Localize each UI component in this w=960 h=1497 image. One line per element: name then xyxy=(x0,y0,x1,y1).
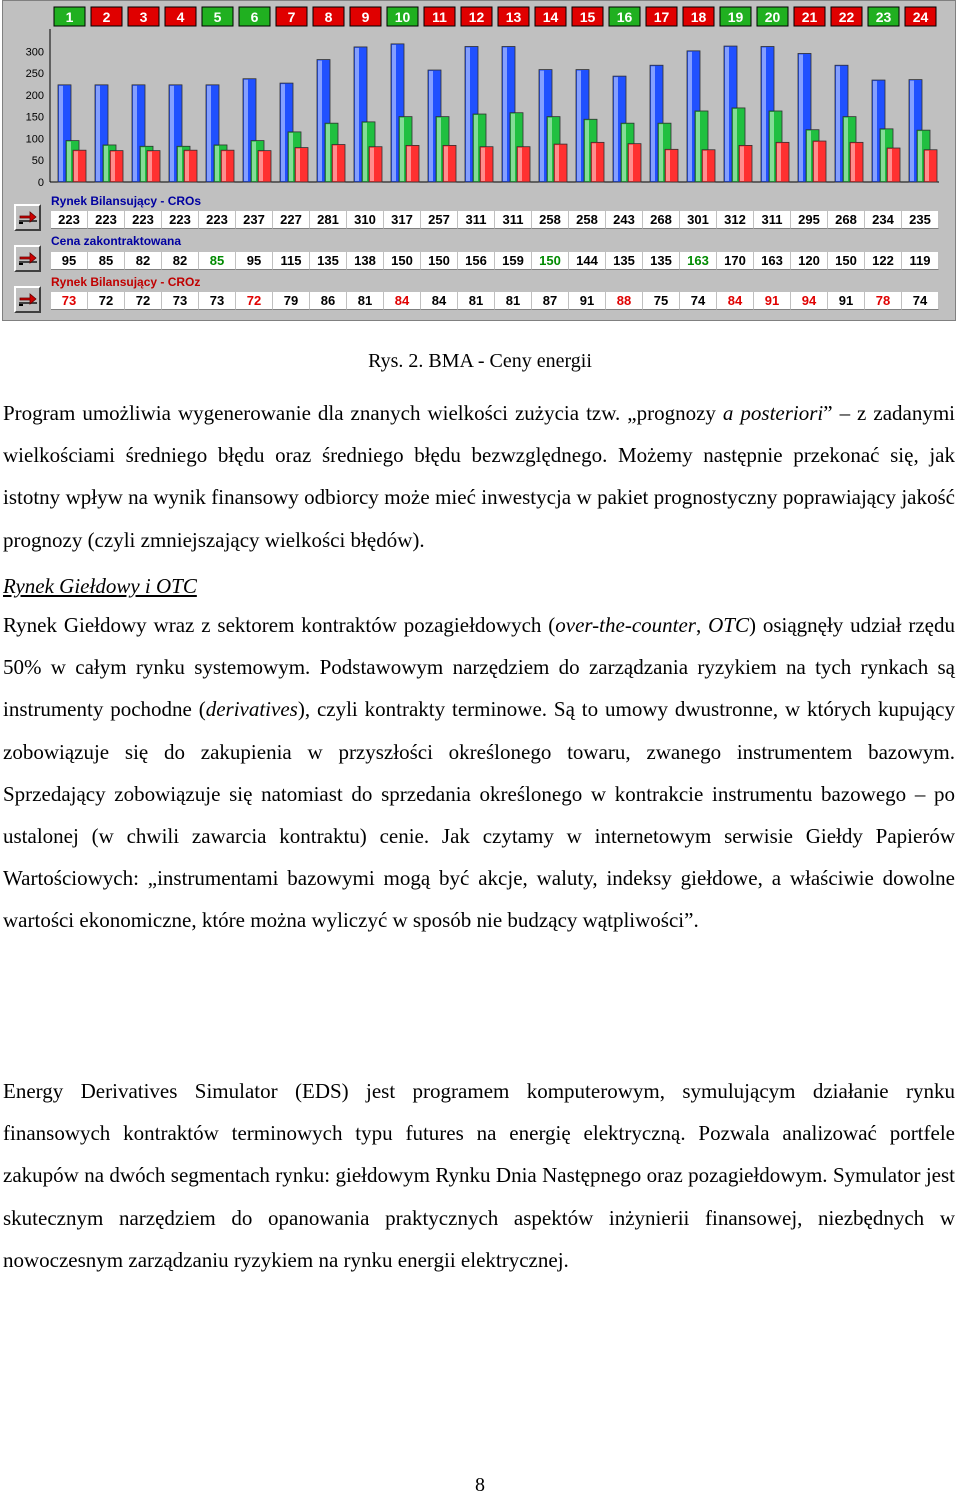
table-label-contracted: Cena zakontraktowana xyxy=(51,234,182,248)
table-cell: 73 xyxy=(51,292,88,310)
table-cell: 257 xyxy=(421,211,458,229)
bar-highlight xyxy=(222,151,226,181)
table-row-croz xyxy=(51,292,939,310)
table-cell: 91 xyxy=(754,292,791,310)
bar-highlight xyxy=(799,54,803,181)
y-tick-label: 300 xyxy=(25,46,44,59)
bar-highlight xyxy=(696,112,700,181)
hour-header-label: 16 xyxy=(616,9,633,25)
bar-highlight xyxy=(777,143,781,181)
hour-header-label: 21 xyxy=(801,9,818,25)
table-cell: 235 xyxy=(902,211,939,229)
hour-header-label: 10 xyxy=(394,9,411,25)
bar-highlight xyxy=(844,118,848,181)
table-cell: 138 xyxy=(347,252,384,270)
hour-header-label: 9 xyxy=(361,9,370,25)
hour-header-label: 20 xyxy=(764,9,781,25)
table-cell: 72 xyxy=(88,292,125,310)
table-cell: 84 xyxy=(717,292,754,310)
table-cell: 135 xyxy=(643,252,680,270)
bar-highlight xyxy=(437,118,441,181)
table-cell: 122 xyxy=(865,252,902,270)
table-cell: 163 xyxy=(754,252,791,270)
hour-header-label: 3 xyxy=(139,9,148,25)
bar-highlight xyxy=(474,115,478,181)
table-cell: 81 xyxy=(458,292,495,310)
table-cell: 311 xyxy=(754,211,791,229)
bar-highlight xyxy=(511,114,515,181)
bar-highlight xyxy=(548,118,552,181)
row-2-button[interactable] xyxy=(14,286,41,313)
bar-highlight xyxy=(207,86,211,181)
table-cell: 95 xyxy=(51,252,88,270)
bar-highlight xyxy=(370,148,374,181)
bar-highlight xyxy=(74,151,78,181)
table-cell: 82 xyxy=(162,252,199,270)
table-cell: 150 xyxy=(828,252,865,270)
bar-highlight xyxy=(770,112,774,181)
table-cell: 223 xyxy=(51,211,88,229)
bar-highlight xyxy=(666,150,670,181)
bar-highlight xyxy=(622,124,626,181)
bar-highlight xyxy=(259,152,263,181)
bar-highlight xyxy=(888,149,892,181)
arrow-right-icon xyxy=(18,210,38,226)
row-1-button[interactable] xyxy=(14,245,41,272)
bar-highlight xyxy=(185,151,189,181)
paragraph-2: Rynek Giełdowy wraz z sektorem kontraktów pozagiełdowych (over-the-counter, OTC) osiągnęły udział rzędu 50% w całym rynku systemowym. Podstawowym narzędziem do zarządzania ryzykiem na tych rynkach są instrumenty pochodne (derivatives), czyli kontrakty terminowe. Są to umowy dwustronne, w których kupujący zobowiązuje się do zakupienia w przyszłości określonego towaru, zwanego instrumentem bazowym. Sprzedający zobowiązuje się natomiast do sprzedania określonego w kontrakcie instrumentu bazowego – po ustalonej (w chwili zawarcia kontraktu) cenie. Jak czytamy w internetowym serwisie Giełdy Papierów Wartościowych: „instrumentami bazowymi mogą być akcje, waluty, indeksy giełdowe, a właściwie dowolne wartości ekonomiczne, które można wyliczyć w sposób nie budzący wątpliwości”. xyxy=(3,613,955,933)
hour-header-label: 15 xyxy=(579,9,596,25)
hour-header-label: 17 xyxy=(653,9,670,25)
table-cell: 91 xyxy=(569,292,606,310)
table-cell: 170 xyxy=(717,252,754,270)
hour-header-label: 14 xyxy=(542,9,559,25)
price-bar-chart xyxy=(3,1,955,191)
bar-highlight xyxy=(407,146,411,181)
bar-highlight xyxy=(444,146,448,181)
table-cell: 120 xyxy=(791,252,828,270)
hour-header-label: 22 xyxy=(838,9,855,25)
table-cell: 234 xyxy=(865,211,902,229)
bar-highlight xyxy=(133,86,137,181)
table-cell: 223 xyxy=(162,211,199,229)
table-cell: 82 xyxy=(125,252,162,270)
hour-header-label: 2 xyxy=(102,9,111,25)
bar-highlight xyxy=(814,142,818,181)
bar-highlight xyxy=(555,145,559,181)
figure-caption: Rys. 2. BMA - Ceny energii xyxy=(368,350,592,372)
table-cell: 223 xyxy=(199,211,236,229)
table-row-cros xyxy=(51,211,939,229)
table-cell: 243 xyxy=(606,211,643,229)
y-tick-label: 50 xyxy=(31,155,44,168)
bar-highlight xyxy=(141,147,145,181)
hour-header-label: 7 xyxy=(287,9,296,25)
bar-highlight xyxy=(104,146,108,181)
bar-highlight xyxy=(873,81,877,181)
table-cell: 119 xyxy=(902,252,939,270)
table-cell: 223 xyxy=(125,211,162,229)
y-tick-label: 100 xyxy=(25,133,44,146)
table-cell: 281 xyxy=(310,211,347,229)
bar-highlight xyxy=(59,86,63,181)
table-cell: 87 xyxy=(532,292,569,310)
table-cell: 79 xyxy=(273,292,310,310)
table-cell: 227 xyxy=(273,211,310,229)
table-cell: 88 xyxy=(606,292,643,310)
bar-highlight xyxy=(585,120,589,181)
table-cell: 72 xyxy=(125,292,162,310)
energy-price-window xyxy=(2,0,956,321)
table-cell: 317 xyxy=(384,211,421,229)
y-tick-label: 0 xyxy=(37,177,44,189)
bar-highlight xyxy=(725,47,729,181)
table-cell: 295 xyxy=(791,211,828,229)
table-cell: 84 xyxy=(384,292,421,310)
bar-highlight xyxy=(629,145,633,181)
hour-header-label: 12 xyxy=(468,9,485,25)
bar-highlight xyxy=(281,84,285,181)
bar-highlight xyxy=(333,146,337,181)
bar-highlight xyxy=(762,47,766,181)
table-cell: 135 xyxy=(310,252,347,270)
arrow-right-icon xyxy=(18,251,38,267)
table-cell: 268 xyxy=(828,211,865,229)
table-cell: 310 xyxy=(347,211,384,229)
bar-highlight xyxy=(703,151,707,181)
table-cell: 94 xyxy=(791,292,828,310)
bar-highlight xyxy=(740,146,744,181)
paragraph-1: Program umożliwia wygenerowanie dla znanych wielkości zużycia tzw. „prognozy a posteriori” – z zadanymi wielkościami średniego błędu oraz średniego błędu bezwzględnego. Możemy następnie przekonać się, jak istotny wpływ na wynik finansowy odbiorcy może mieć inwestycja w pakiet prognostyczny poprawiający jakość prognozy (czyli zmniejszający wielkości błędów). xyxy=(3,401,956,552)
table-cell: 144 xyxy=(569,252,606,270)
bar-highlight xyxy=(178,147,182,181)
table-cell: 223 xyxy=(88,211,125,229)
y-tick-label: 150 xyxy=(25,111,44,124)
hour-header-label: 6 xyxy=(250,9,259,25)
bar-highlight xyxy=(851,143,855,181)
hour-header-label: 24 xyxy=(912,9,929,25)
bar-highlight xyxy=(111,152,115,181)
bar-highlight xyxy=(244,80,248,181)
table-cell: 84 xyxy=(421,292,458,310)
hour-header-label: 23 xyxy=(875,9,892,25)
bar-highlight xyxy=(503,47,507,181)
hour-header-label: 4 xyxy=(176,9,185,25)
table-cell: 74 xyxy=(902,292,939,310)
bar-highlight xyxy=(466,47,470,181)
bar-highlight xyxy=(659,124,663,181)
bar-highlight xyxy=(148,152,152,181)
bar-highlight xyxy=(67,142,71,181)
hour-header-label: 18 xyxy=(690,9,707,25)
bar-highlight xyxy=(215,146,219,181)
bar-highlight xyxy=(289,133,293,181)
table-cell: 150 xyxy=(532,252,569,270)
bar-highlight xyxy=(429,71,433,181)
table-cell: 301 xyxy=(680,211,717,229)
bar-highlight xyxy=(881,130,885,181)
page-number: 8 xyxy=(475,1474,485,1496)
hour-header-label: 13 xyxy=(505,9,522,25)
table-cell: 258 xyxy=(569,211,606,229)
bar-highlight xyxy=(540,71,544,181)
table-cell: 81 xyxy=(347,292,384,310)
table-cell: 73 xyxy=(162,292,199,310)
bar-highlight xyxy=(836,66,840,181)
bar-highlight xyxy=(96,86,100,181)
bar-highlight xyxy=(733,109,737,181)
bar-highlight xyxy=(296,149,300,181)
row-0-button[interactable] xyxy=(14,204,41,231)
bar-highlight xyxy=(481,148,485,181)
table-label-croz: Rynek Bilansujący - CROz xyxy=(51,275,201,289)
hour-header-label: 8 xyxy=(324,9,333,25)
y-tick-label: 200 xyxy=(25,89,44,102)
table-cell: 85 xyxy=(88,252,125,270)
table-cell: 258 xyxy=(532,211,569,229)
table-cell: 78 xyxy=(865,292,902,310)
bar-highlight xyxy=(688,52,692,181)
bar-highlight xyxy=(400,118,404,181)
table-cell: 237 xyxy=(236,211,273,229)
table-cell: 85 xyxy=(199,252,236,270)
table-row-contracted xyxy=(51,252,939,270)
table-cell: 163 xyxy=(680,252,717,270)
bar-highlight xyxy=(577,71,581,181)
table-cell: 91 xyxy=(828,292,865,310)
table-label-cros: Rynek Bilansujący - CROs xyxy=(51,194,202,208)
hour-header-label: 19 xyxy=(727,9,744,25)
hour-header-label: 1 xyxy=(65,9,74,25)
bar-highlight xyxy=(807,131,811,181)
arrow-right-icon xyxy=(18,292,38,308)
bar-highlight xyxy=(170,86,174,181)
bar-highlight xyxy=(392,45,396,181)
bar-highlight xyxy=(363,123,367,181)
table-cell: 75 xyxy=(643,292,680,310)
table-cell: 150 xyxy=(384,252,421,270)
bar-highlight xyxy=(518,148,522,181)
bar-highlight xyxy=(318,61,322,181)
table-cell: 81 xyxy=(495,292,532,310)
table-cell: 311 xyxy=(458,211,495,229)
table-cell: 73 xyxy=(199,292,236,310)
table-cell: 159 xyxy=(495,252,532,270)
hour-header-label: 11 xyxy=(432,9,447,25)
hour-header-label: 5 xyxy=(213,9,222,25)
bar-highlight xyxy=(592,143,596,181)
bar-highlight xyxy=(925,151,929,181)
bar-highlight xyxy=(355,48,359,181)
bar-highlight xyxy=(614,77,618,181)
bar-highlight xyxy=(252,142,256,181)
table-cell: 115 xyxy=(273,252,310,270)
table-cell: 312 xyxy=(717,211,754,229)
table-cell: 74 xyxy=(680,292,717,310)
bar-highlight xyxy=(651,66,655,181)
table-cell: 150 xyxy=(421,252,458,270)
y-tick-label: 250 xyxy=(25,68,44,81)
table-cell: 311 xyxy=(495,211,532,229)
table-cell: 268 xyxy=(643,211,680,229)
bar-highlight xyxy=(918,131,922,181)
paragraph-3: Energy Derivatives Simulator (EDS) jest programem komputerowym, symulującym działanie rynku finansowych kontraktów terminowych typu futures na energię elektryczną. Pozwala analizować portfele zakupów na dwóch segmentach rynku: giełdowym Rynku Dnia Następnego oraz pozagiełdowym. Symulator jest skutecznym narzędziem do opanowania praktycznych aspektów inżynierii finansowej, niezbędnych w nowoczesnym zarządzaniu ryzykiem na rynku energii elektrycznej. xyxy=(3,1079,955,1272)
table-cell: 95 xyxy=(236,252,273,270)
bar-highlight xyxy=(326,124,330,181)
bar-highlight xyxy=(910,81,914,181)
table-cell: 135 xyxy=(606,252,643,270)
table-cell: 72 xyxy=(236,292,273,310)
table-cell: 156 xyxy=(458,252,495,270)
section-heading: Rynek Giełdowy i OTC xyxy=(3,574,197,598)
table-cell: 86 xyxy=(310,292,347,310)
